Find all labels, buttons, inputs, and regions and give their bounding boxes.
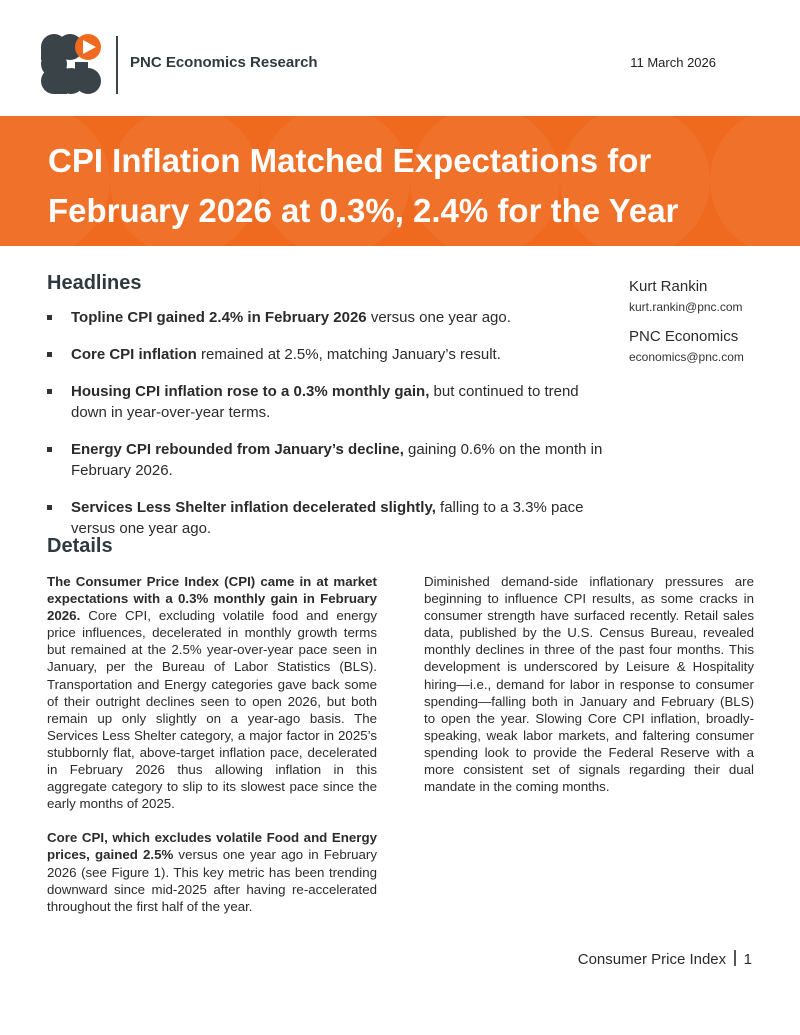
contact-block: [629, 278, 789, 365]
headlines-heading: Headlines: [47, 272, 142, 294]
headline-item: Energy CPI rebounded from January’s decline, gaining 0.6% on the month in February 2026.: [47, 439, 607, 481]
contact-name: PNC Economics: [629, 328, 739, 345]
details-right-column: [424, 573, 754, 812]
page-footer: [578, 950, 752, 968]
details-paragraph: Core CPI, which excludes volatile Food and Energy prices, gained 2.5% versus one year ago in February 2026 (see Figure 1). This key metric has been trending downward since mid-2025 after having re-accelerated throughout the first half of the year.: [47, 830, 378, 914]
headline-item: Core CPI inflation remained at 2.5%, matching January’s result.: [47, 344, 607, 365]
title-banner: [0, 116, 800, 246]
headlines-list: [47, 307, 607, 539]
page-title: CPI Inflation Matched Expectations for February 2026 at 0.3%, 2.4% for the Year: [48, 142, 679, 229]
pnc-logo-icon: [40, 33, 102, 95]
details-paragraph: Diminished demand-side inflationary pressures are beginning to influence CPI results, as some cracks in consumer strength have surfaced recently. Retail sales data, published by the U.S. Census Bureau, revealed monthly declines in three of the past four months. This development is underscored by Leisure & Hospitality hiring—i.e., demand for labor in response to consumer spending—falling both in January and February (BLS) to open the year. Slowing Core CPI inflation, broadly-speaking, weak labor markets, and faltering consumer spending look to provide the Federal Reserve with a more consistent set of signals regarding their dual mandate in the coming months.: [424, 574, 754, 795]
details-paragraph: The Consumer Price Index (CPI) came in at market expectations with a 0.3% monthly gain in February 2026. Core CPI, excluding volatile food and energy price influences, decelerated in monthly growth terms but remained at the 2.5% year-over-year pace seen in January, per the Bureau of Labor Statistics (BLS). Transportation and Energy categories gave back some of their outright declines seen to open 2026, but both remain up only slightly on a year-ago basis. The Services Less Shelter category, a major factor in 2025’s stubbornly flat, above-target inflation pace, decelerated in February 2026 thus allowing inflation in this aggregate category to slip to its slowest pace since the early months of 2025.: [47, 574, 377, 812]
page-number: 1: [743, 951, 752, 968]
contact-email[interactable]: economics@pnc.com: [629, 350, 744, 364]
headline-item: Services Less Shelter inflation decelerated slightly, falling to a 3.3% pace versus one year ago.: [47, 497, 607, 539]
header-divider: [116, 36, 118, 94]
org-name: PNC Economics Research: [130, 54, 318, 71]
headline-item: Housing CPI inflation rose to a 0.3% monthly gain, but continued to trend down in year-over-year terms.: [47, 381, 607, 423]
footer-label: Consumer Price Index: [577, 951, 727, 968]
details-heading: Details: [47, 535, 113, 557]
headline-item: Topline CPI gained 2.4% in February 2026 versus one year ago.: [47, 307, 607, 328]
contact-email[interactable]: kurt.rankin@pnc.com: [629, 300, 743, 314]
contact-name: Kurt Rankin: [629, 278, 708, 295]
details-left-column: [47, 573, 377, 932]
report-date: 11 March 2026: [630, 55, 716, 70]
